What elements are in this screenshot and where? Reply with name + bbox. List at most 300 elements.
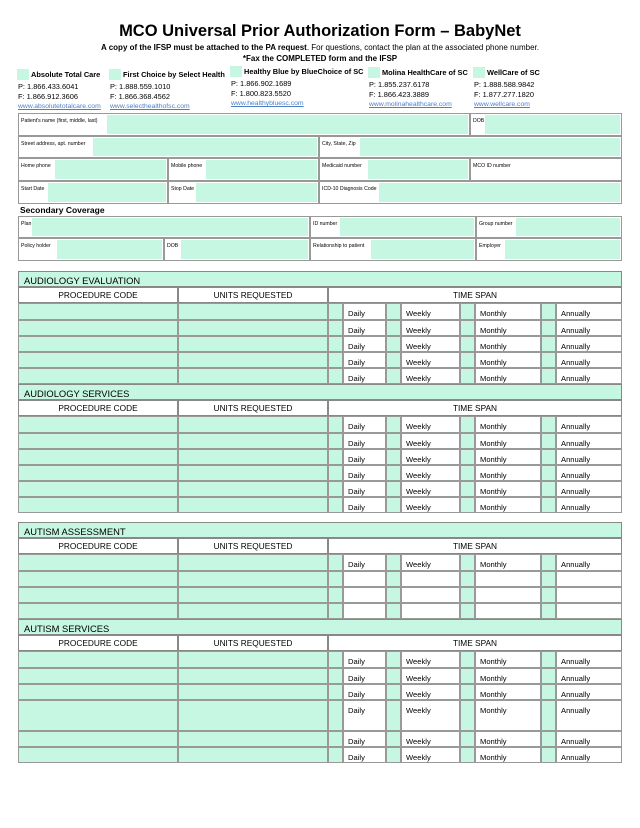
time-span-checkbox[interactable] [460,481,475,497]
time-span-checkbox[interactable] [328,587,343,603]
time-span-checkbox[interactable] [541,700,556,731]
weekly-label: Weekly [406,674,431,683]
time-span-checkbox[interactable] [328,433,343,449]
monthly-label: Monthly [480,455,507,464]
plan-healthy-blue [231,67,364,109]
procedure-code-input[interactable] [18,368,178,384]
annually-label: Annually [561,309,591,318]
field-label: Employer [479,243,501,249]
monthly-label: Monthly [480,657,507,666]
time-span-checkbox[interactable] [328,668,343,684]
weekly-label-cell [401,571,460,587]
time-span-checkbox[interactable] [460,684,475,700]
daily-label: Daily [348,422,365,431]
time-span-checkbox[interactable] [328,747,343,763]
time-span-checkbox[interactable] [460,320,475,336]
time-span-checkbox[interactable] [386,554,401,571]
procedure-code-input[interactable] [18,651,178,668]
table-row [18,303,622,320]
field-input[interactable] [206,160,317,179]
procedure-code-input[interactable] [18,336,178,352]
field-label: Mobile phone [171,163,203,169]
monthly-label: Monthly [480,560,507,569]
table-row [18,433,622,449]
table-row [18,497,622,513]
units-requested-input[interactable] [178,554,328,571]
procedure-code-header: PROCEDURE CODE [18,400,178,416]
field-input[interactable] [360,138,620,156]
time-span-checkbox[interactable] [328,554,343,571]
daily-label: Daily [348,471,365,480]
annually-label-cell [556,587,622,603]
monthly-label-cell [475,587,541,603]
weekly-label: Weekly [406,753,431,762]
procedure-code-input[interactable] [18,465,178,481]
units-requested-input[interactable] [178,303,328,320]
plan-fax: F: 1.877.277.1820 [474,90,534,99]
time-span-checkbox[interactable] [386,571,401,587]
weekly-label: Weekly [406,706,431,715]
time-span-checkbox[interactable] [460,465,475,481]
time-span-checkbox[interactable] [328,368,343,384]
time-span-checkbox[interactable] [460,433,475,449]
mobile-phone-field[interactable] [168,158,319,181]
time-span-checkbox[interactable] [460,368,475,384]
monthly-label: Monthly [480,326,507,335]
daily-label: Daily [348,358,365,367]
weekly-label: Weekly [406,471,431,480]
plan-url[interactable]: www.healthybluesc.com [231,100,304,107]
units-requested-input[interactable] [178,747,328,763]
time-span-checkbox[interactable] [328,700,343,731]
monthly-label: Monthly [480,358,507,367]
procedure-code-input[interactable] [18,587,178,603]
field-label: Policy holder [21,243,51,249]
secondary-group-field[interactable] [476,216,622,238]
plan-fax: F: 1.866.912.3606 [18,92,78,101]
section-title: AUDIOLOGY EVALUATION [18,271,622,287]
field-input[interactable] [371,240,474,259]
units-requested-input[interactable] [178,571,328,587]
weekly-label-cell [401,603,460,619]
field-input[interactable] [516,218,620,236]
field-input[interactable] [485,115,620,134]
daily-label: Daily [348,455,365,464]
plan-phone: P: 1.888.559.1010 [110,82,171,91]
secondary-id-field[interactable] [310,216,476,238]
weekly-label-cell [401,587,460,603]
time-span-checkbox[interactable] [541,320,556,336]
plan-name: First Choice by Select Health [123,70,225,79]
weekly-label-cell [401,700,460,731]
time-span-checkbox[interactable] [541,731,556,747]
plan-url[interactable]: www.absolutetotalcare.com [18,103,101,110]
time-span-checkbox[interactable] [460,554,475,571]
field-label: Patient's name (first, middle, last) [21,118,98,124]
ifsp-instruction-bold: A copy of the IFSP must be attached to the PA request [101,43,307,52]
daily-label: Daily [348,503,365,512]
time-span-checkbox[interactable] [460,651,475,668]
monthly-label: Monthly [480,487,507,496]
home-phone-field[interactable] [18,158,168,181]
time-span-checkbox[interactable] [541,571,556,587]
time-span-checkbox[interactable] [541,668,556,684]
table-row [18,336,622,352]
annually-label: Annually [561,737,591,746]
time-span-checkbox[interactable] [460,449,475,465]
time-span-checkbox[interactable] [386,603,401,619]
field-input[interactable] [181,240,308,259]
monthly-label: Monthly [480,422,507,431]
plan-fax: F: 1.800.823.5520 [231,89,291,98]
policy-holder-field[interactable] [18,238,164,261]
table-row [18,668,622,684]
time-span-checkbox[interactable] [541,481,556,497]
time-span-checkbox[interactable] [328,731,343,747]
procedure-code-input[interactable] [18,416,178,433]
field-input[interactable] [196,183,317,202]
field-label: MCO ID number [473,163,511,169]
time-span-checkbox[interactable] [541,465,556,481]
daily-label-cell [343,587,386,603]
ifsp-instruction [0,43,640,52]
plan-fax: F: 1.866.423.3889 [369,90,429,99]
procedure-code-input[interactable] [18,303,178,320]
time-span-checkbox[interactable] [460,571,475,587]
time-span-checkbox[interactable] [386,416,401,433]
time-span-checkbox[interactable] [328,352,343,368]
units-requested-input[interactable] [178,352,328,368]
plan-name: Healthy Blue by BlueChoice of SC [244,67,364,76]
monthly-label: Monthly [480,374,507,383]
procedure-code-input[interactable] [18,554,178,571]
plan-url[interactable]: www.wellcare.com [474,101,530,108]
units-requested-input[interactable] [178,731,328,747]
units-requested-input[interactable] [178,684,328,700]
annually-label: Annually [561,706,591,715]
section-title: AUTISM SERVICES [18,619,622,635]
time-span-checkbox[interactable] [541,587,556,603]
time-span-checkbox[interactable] [460,416,475,433]
table-row [18,603,622,619]
employer-field[interactable] [476,238,622,261]
field-input[interactable] [32,218,308,236]
time-span-checkbox[interactable] [386,587,401,603]
monthly-label-cell [475,700,541,731]
time-span-checkbox[interactable] [386,449,401,465]
weekly-label: Weekly [406,487,431,496]
time-span-checkbox[interactable] [386,368,401,384]
time-span-checkbox[interactable] [541,603,556,619]
annually-label: Annually [561,422,591,431]
weekly-label: Weekly [406,690,431,699]
units-requested-input[interactable] [178,481,328,497]
weekly-label: Weekly [406,503,431,512]
stop-date-field[interactable] [168,181,319,204]
field-label: Home phone [21,163,51,169]
time-span-checkbox[interactable] [541,449,556,465]
city-state-zip-field[interactable] [319,136,622,158]
time-span-checkbox[interactable] [541,368,556,384]
plan-first-choice [110,70,225,112]
time-span-checkbox[interactable] [386,747,401,763]
time-span-checkbox[interactable] [460,587,475,603]
procedure-code-input[interactable] [18,497,178,513]
field-label: Start Date [21,186,45,192]
time-span-checkbox[interactable] [541,303,556,320]
relationship-field[interactable] [310,238,476,261]
plan-url[interactable]: www.selecthealthofsc.com [110,103,190,110]
time-span-checkbox[interactable] [460,303,475,320]
annually-label: Annually [561,439,591,448]
time-span-checkbox[interactable] [386,465,401,481]
units-requested-input[interactable] [178,497,328,513]
field-input[interactable] [505,240,620,259]
time-span-checkbox[interactable] [386,684,401,700]
daily-label: Daily [348,374,365,383]
field-label: ICD-10 Diagnosis Code [322,186,377,192]
field-input[interactable] [48,183,166,202]
patient-name-field[interactable] [18,113,470,136]
monthly-label: Monthly [480,309,507,318]
field-input[interactable] [340,218,474,236]
monthly-label: Monthly [480,342,507,351]
plan-phone: P: 1.866.902.1689 [231,79,292,88]
time-span-checkbox[interactable] [386,731,401,747]
table-row [18,368,622,384]
monthly-label: Monthly [480,753,507,762]
units-requested-input[interactable] [178,336,328,352]
units-requested-input[interactable] [178,651,328,668]
weekly-label: Weekly [406,439,431,448]
table-row [18,449,622,465]
icd10-code-field[interactable] [319,181,622,204]
monthly-label: Monthly [480,439,507,448]
units-requested-input[interactable] [178,668,328,684]
monthly-label-cell [475,571,541,587]
procedure-code-input[interactable] [18,352,178,368]
section-title: AUTISM ASSESSMENT [18,522,622,538]
plan-name: Absolute Total Care [31,70,101,79]
time-span-checkbox[interactable] [328,336,343,352]
page-title: MCO Universal Prior Authorization Form – BabyNet [119,22,521,40]
time-span-checkbox[interactable] [328,651,343,668]
plan-wellcare [474,68,540,110]
daily-label: Daily [348,737,365,746]
units-requested-input[interactable] [178,465,328,481]
time-span-checkbox[interactable] [460,352,475,368]
table-row [18,747,622,763]
time-span-checkbox[interactable] [460,668,475,684]
time-span-checkbox[interactable] [386,320,401,336]
table-row [18,465,622,481]
procedure-code-input[interactable] [18,731,178,747]
daily-label: Daily [348,342,365,351]
annually-label-cell [556,700,622,731]
field-label: DOB [473,118,485,124]
time-span-checkbox[interactable] [328,603,343,619]
time-span-checkbox[interactable] [328,684,343,700]
monthly-label: Monthly [480,690,507,699]
time-span-checkbox[interactable] [460,747,475,763]
procedure-code-input[interactable] [18,320,178,336]
procedure-code-input[interactable] [18,700,178,731]
units-requested-input[interactable] [178,449,328,465]
units-requested-input[interactable] [178,433,328,449]
procedure-code-input[interactable] [18,603,178,619]
time-span-checkbox[interactable] [541,747,556,763]
daily-label: Daily [348,309,365,318]
time-span-checkbox[interactable] [328,481,343,497]
daily-label-cell [343,603,386,619]
monthly-label: Monthly [480,674,507,683]
time-span-checkbox[interactable] [460,731,475,747]
procedure-code-input[interactable] [18,481,178,497]
field-label: Plan [21,221,32,227]
time-span-header: TIME SPAN [328,400,622,416]
field-input[interactable] [107,115,468,134]
weekly-label: Weekly [406,737,431,746]
field-input[interactable] [57,240,162,259]
field-input[interactable] [368,160,468,179]
time-span-checkbox[interactable] [541,336,556,352]
field-label: ID number [313,221,338,227]
time-span-checkbox[interactable] [328,303,343,320]
annually-label: Annually [561,657,591,666]
field-label: Stop Date [171,186,195,192]
secondary-plan-field[interactable] [18,216,310,238]
procedure-code-input[interactable] [18,433,178,449]
table-row [18,416,622,433]
time-span-checkbox[interactable] [386,352,401,368]
secondary-dob-field[interactable] [164,238,310,261]
annually-label: Annually [561,690,591,699]
time-span-checkbox[interactable] [541,497,556,513]
plan-fax: F: 1.866.368.4562 [110,92,170,101]
table-row [18,320,622,336]
time-span-checkbox[interactable] [328,449,343,465]
monthly-label: Monthly [480,737,507,746]
procedure-code-header: PROCEDURE CODE [18,635,178,651]
daily-label: Daily [348,657,365,666]
daily-label: Daily [348,690,365,699]
time-span-checkbox[interactable] [460,603,475,619]
time-span-checkbox[interactable] [541,352,556,368]
plan-phone: P: 1.855.237.6178 [369,80,430,89]
time-span-checkbox[interactable] [386,668,401,684]
units-requested-header: UNITS REQUESTED [178,287,328,303]
time-span-checkbox[interactable] [386,651,401,668]
weekly-label: Weekly [406,455,431,464]
time-span-checkbox[interactable] [460,497,475,513]
time-span-checkbox[interactable] [328,416,343,433]
time-span-checkbox[interactable] [386,433,401,449]
annually-label: Annually [561,342,591,351]
units-requested-input[interactable] [178,320,328,336]
field-input[interactable] [93,138,317,156]
time-span-checkbox[interactable] [541,684,556,700]
plan-name: Molina HealthCare of SC [382,68,468,77]
plan-phone: P: 1.888.588.9842 [474,80,535,89]
street-address-field[interactable] [18,136,319,158]
monthly-label: Monthly [480,706,507,715]
monthly-label: Monthly [480,503,507,512]
annually-label: Annually [561,455,591,464]
time-span-checkbox[interactable] [541,433,556,449]
daily-label: Daily [348,674,365,683]
weekly-label: Weekly [406,374,431,383]
daily-label: Daily [348,326,365,335]
time-span-checkbox[interactable] [386,497,401,513]
field-label: Street address, apt. number [21,141,86,147]
table-row [18,587,622,603]
procedure-code-header: PROCEDURE CODE [18,287,178,303]
annually-label: Annually [561,503,591,512]
time-span-checkbox[interactable] [460,700,475,731]
units-requested-input[interactable] [178,368,328,384]
time-span-checkbox[interactable] [541,416,556,433]
mco-id-field[interactable] [470,158,622,181]
units-requested-header: UNITS REQUESTED [178,400,328,416]
units-requested-input[interactable] [178,700,328,731]
daily-label-cell [343,571,386,587]
medicaid-number-field[interactable] [319,158,470,181]
procedure-code-input[interactable] [18,747,178,763]
annually-label: Annually [561,374,591,383]
field-input[interactable] [379,183,620,202]
time-span-checkbox[interactable] [460,336,475,352]
procedure-code-input[interactable] [18,668,178,684]
annually-label: Annually [561,326,591,335]
procedure-code-input[interactable] [18,684,178,700]
annually-label: Annually [561,560,591,569]
time-span-checkbox[interactable] [328,497,343,513]
plan-url[interactable]: www.molinahealthcare.com [369,101,452,108]
time-span-checkbox[interactable] [328,465,343,481]
field-label: Relationship to patient [313,243,365,249]
time-span-checkbox[interactable] [386,481,401,497]
annually-label: Annually [561,674,591,683]
annually-label: Annually [561,487,591,496]
weekly-label: Weekly [406,422,431,431]
units-requested-input[interactable] [178,587,328,603]
field-label: Group number [479,221,513,227]
time-span-checkbox[interactable] [328,320,343,336]
section-title: AUDIOLOGY SERVICES [18,384,622,400]
time-span-checkbox[interactable] [541,554,556,571]
time-span-checkbox[interactable] [386,700,401,731]
procedure-code-input[interactable] [18,449,178,465]
monthly-label: Monthly [480,471,507,480]
table-row [18,731,622,747]
daily-label: Daily [348,560,365,569]
time-span-checkbox[interactable] [541,651,556,668]
time-span-checkbox[interactable] [386,336,401,352]
dob-field[interactable] [470,113,622,136]
ifsp-instruction-rest: . For questions, contact the plan at the associated phone number. [306,43,539,52]
secondary-coverage-heading: Secondary Coverage [20,205,105,215]
start-date-field[interactable] [18,181,168,204]
field-input[interactable] [55,160,166,179]
daily-label: Daily [348,753,365,762]
units-requested-input[interactable] [178,603,328,619]
units-requested-input[interactable] [178,416,328,433]
daily-label: Daily [348,439,365,448]
procedure-code-input[interactable] [18,571,178,587]
table-row [18,700,622,731]
time-span-checkbox[interactable] [328,571,343,587]
time-span-checkbox[interactable] [386,303,401,320]
